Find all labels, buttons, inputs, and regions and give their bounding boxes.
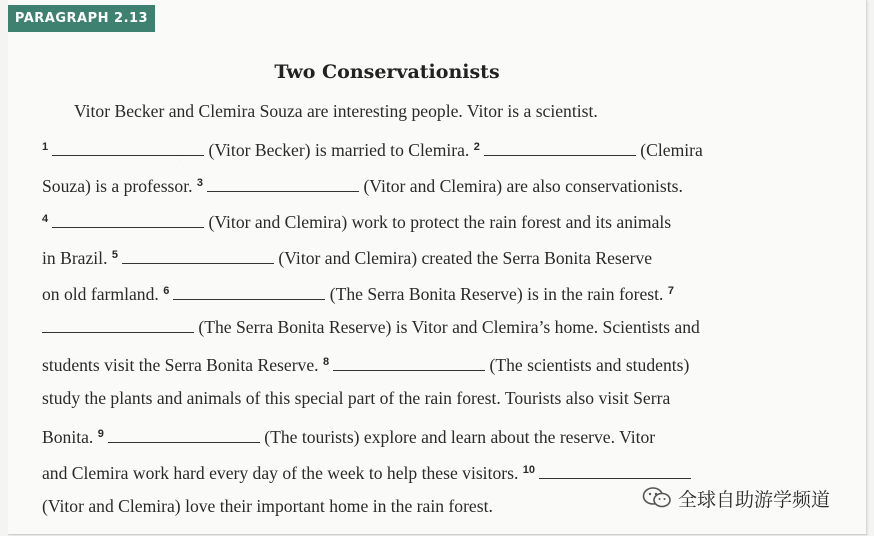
text-line-4 xyxy=(42,208,671,233)
blank-number: 9 xyxy=(97,428,104,440)
line-text: (The tourists) explore and learn about the reserve. Vitor xyxy=(264,427,656,447)
blank-number: 10 xyxy=(522,464,536,476)
line-text: (Vitor Becker) is married to Clemira. xyxy=(208,140,470,160)
blank-number: 7 xyxy=(667,285,674,297)
answer-blank-3[interactable] xyxy=(207,190,359,192)
text-line-5 xyxy=(42,244,652,269)
answer-blank-4[interactable] xyxy=(52,226,204,228)
blank-number: 8 xyxy=(322,356,330,368)
line-text: (Vitor and Clemira) are also conservationists. xyxy=(363,176,683,196)
line-text: study the plants and animals of this special part of the rain forest. Tourists also visit Serra xyxy=(42,388,671,408)
text-line-7 xyxy=(42,316,700,338)
line-text: Bonita. xyxy=(42,427,94,447)
line-text: (Vitor and Clemira) created the Serra Bonita Reserve xyxy=(278,248,653,268)
blank-number: 3 xyxy=(196,177,204,189)
line-text: on old farmland. xyxy=(42,284,159,304)
text-line-9 xyxy=(42,387,670,409)
answer-blank-2[interactable] xyxy=(484,154,636,156)
line-text: Souza) is a professor. xyxy=(42,176,193,196)
wechat-icon xyxy=(642,486,672,510)
answer-blank-7[interactable] xyxy=(42,331,194,333)
text-line-10 xyxy=(42,423,655,448)
blank-number: 1 xyxy=(42,141,49,153)
answer-blank-8[interactable] xyxy=(333,369,485,371)
line-text: (The Serra Bonita Reserve) is Vitor and Clemira’s home. Scientists and xyxy=(198,317,700,337)
page-title: Two Conservationists xyxy=(274,61,500,83)
answer-blank-5[interactable] xyxy=(122,262,274,264)
answer-blank-9[interactable] xyxy=(108,441,260,443)
answer-blank-6[interactable] xyxy=(173,298,325,300)
line-text: Vitor Becker and Clemira Souza are interesting people. Vitor is a scientist. xyxy=(74,101,598,121)
answer-blank-10[interactable] xyxy=(539,477,691,479)
paragraph-badge: PARAGRAPH 2.13 xyxy=(8,5,155,32)
blank-number: 6 xyxy=(163,285,170,297)
text-line-3 xyxy=(42,172,683,197)
wechat-watermark xyxy=(642,484,830,512)
text-line-6 xyxy=(42,280,678,305)
line-text: (Vitor and Clemira) work to protect the rain forest and its animals xyxy=(208,212,672,232)
line-text: students visit the Serra Bonita Reserve. xyxy=(42,355,319,375)
text-line-8 xyxy=(42,351,689,376)
watermark-text: 全球自助游学频道 xyxy=(678,488,831,511)
blank-number: 2 xyxy=(473,141,480,153)
text-line-2 xyxy=(42,136,703,161)
line-text: (Vitor and Clemira) love their important home in the rain forest. xyxy=(42,496,493,516)
blank-number: 4 xyxy=(42,213,49,225)
text-line-11 xyxy=(42,459,691,484)
line-text: (The Serra Bonita Reserve) is in the rain forest. xyxy=(329,284,664,304)
text-line-1 xyxy=(74,100,598,122)
line-text: and Clemira work hard every day of the week to help these visitors. xyxy=(42,463,519,483)
text-line-12 xyxy=(42,495,493,517)
blank-number: 5 xyxy=(111,249,119,261)
line-text: in Brazil. xyxy=(42,248,108,268)
answer-blank-1[interactable] xyxy=(52,154,204,156)
line-text: (Clemira xyxy=(640,140,703,160)
line-text: (The scientists and students) xyxy=(489,355,690,375)
